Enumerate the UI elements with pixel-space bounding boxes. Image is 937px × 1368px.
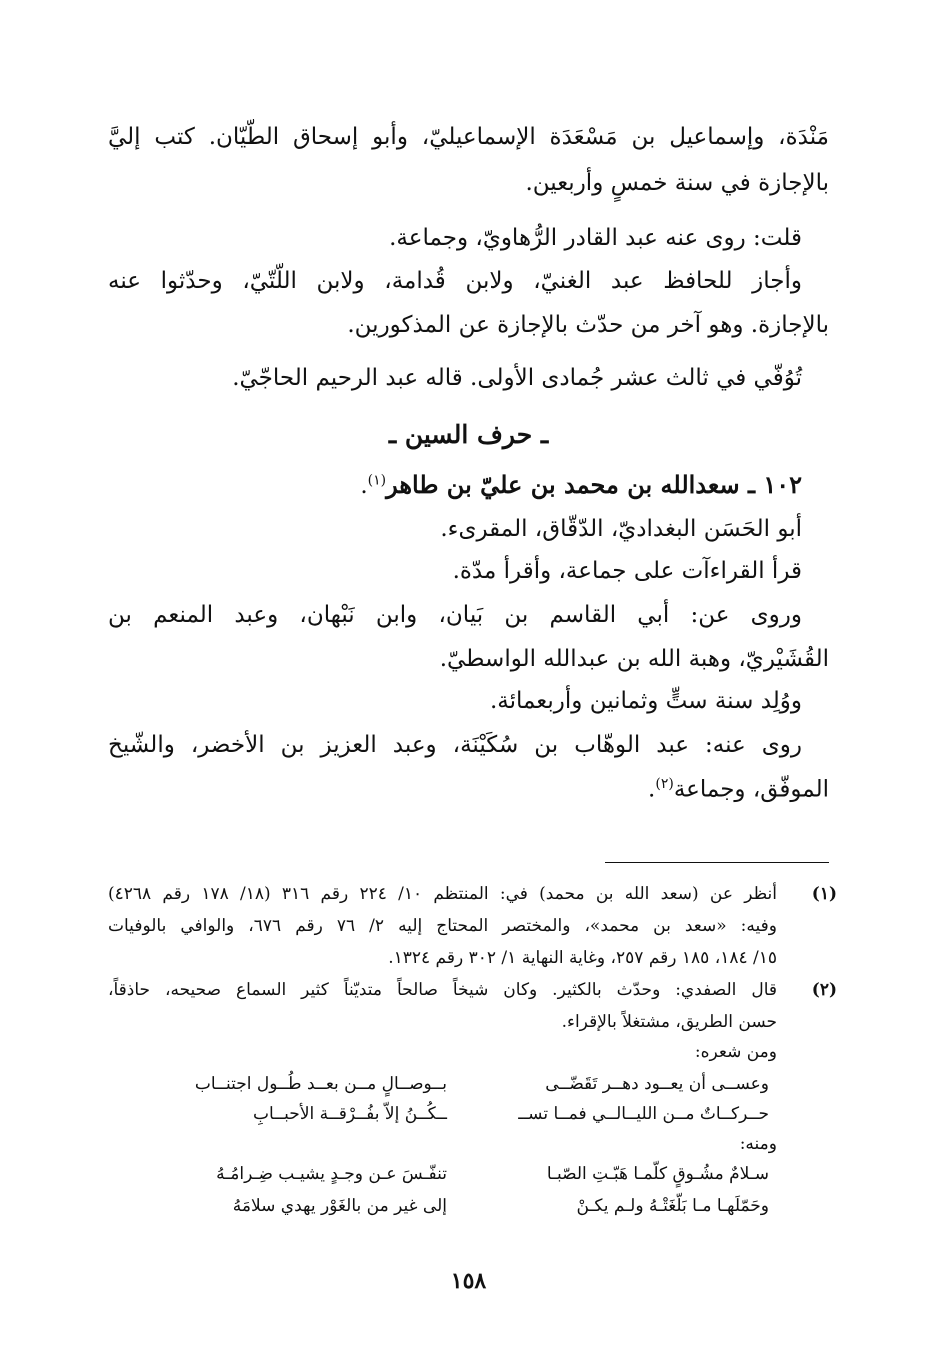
footnote-line: ومنه: (739, 1134, 777, 1154)
footnote-line: ومن شعره: (694, 1042, 777, 1062)
footnote-line: حسن الطريق، مشتغلاً بالإقراء. (561, 1012, 777, 1032)
footnote-line: قال الصفدي: وحدّث بالكثير. وكان شيخاً صالحاً متديّناً كثير السماع صحيحه، حاذقاً، (108, 980, 777, 1000)
body-line: بالإجازة. وهو آخر من حدّث بالإجازة عن المذكورين. (347, 312, 829, 338)
entry-line (108, 776, 829, 803)
verse-hemistich: سـلامٌ مشُـوقٍ كلّمـا هَبّـتِ الصّبـا (546, 1164, 769, 1184)
entry-line: وروى عن: أبي القاسم بن بَيان، وابن نَبْهان، وعبد المنعم بن (108, 602, 802, 628)
body-line: بالإجازة في سنة خمسٍ وأربعين. (525, 170, 829, 196)
footnote-number: (١) (811, 884, 837, 904)
verse-hemistich: وحَمّلَهـا مـا بَلّغَتْـهُ ولـم يكـنْ (576, 1196, 769, 1216)
entry-line-text: الموفّق، وجماعة (673, 776, 829, 803)
footnote-line: وفيه: «سعد بن محمد»، والمختصر المحتاج إليه ٢/ ٧٦ رقم ٦٧٦، والوافي بالوفيات (108, 916, 777, 936)
entry-title-line (108, 470, 802, 499)
entry-title: ١٠٢ ـ سعدالله بن محمد بن عليّ بن طاهر (386, 470, 802, 499)
page-number: ١٥٨ (450, 1268, 487, 1294)
verse-hemistich: بــوصــالٍ مــن بعــد طُــول اجتنــاب (194, 1074, 447, 1094)
entry-line: قرأ القراءآت على جماعة، وأقرأ مدّة. (452, 558, 802, 584)
verse-hemistich: حــركــاتٌ مــن الليــالــي فمــا تســ (518, 1104, 769, 1124)
entry-line: ووُلِد سنة ستٍّ وثمانين وأربعمائة. (489, 688, 802, 714)
footnote-separator (605, 862, 829, 863)
verse-hemistich: ــكُــنُ إلاّ بفُــرْقــة الأحبــابِ (253, 1104, 447, 1124)
entry-line: القُشَيْريّ، وهبة الله بن عبدالله الواسطيّ. (439, 646, 829, 672)
body-line: وأجاز للحافظ عبد الغنيّ، ولابن قُدامة، ولابن اللّتّيّ، وحدّثوا عنه (108, 268, 802, 294)
body-line: مَنْدَة، وإسماعيل بن مَسْعَدَة الإسماعيليّ، وأبو إسحاق الطّيّان. كتب إليَّ (108, 124, 829, 150)
footnote-line: ١٥/ ١٨٤، ١٨٥ رقم ٢٥٧، وغاية النهاية ١/ ٣٠٢ رقم ١٣٢٤. (388, 948, 777, 968)
section-heading: ـ حرف السين ـ (388, 420, 549, 449)
verse-hemistich: إلى غير من بالغَوْر يهدي سلامَهُ (232, 1196, 447, 1216)
footnote-number: (٢) (811, 980, 837, 1000)
verse-hemistich: تنفّـسَ عـن وجـدٍ يشيـب ضِـرامُـهُ (216, 1164, 447, 1184)
body-line: قلت: روى عنه عبد القادر الرُّهاويّ، وجماعة. (389, 225, 802, 251)
footnote-ref: (١) (367, 472, 387, 489)
entry-title-end: . (360, 473, 368, 499)
body-line: تُوُفّي في ثالث عشر جُمادى الأولى. قاله عبد الرحيم الحاجّيّ. (232, 365, 802, 391)
entry-line-end: . (648, 776, 656, 803)
verse-hemistich: وعســى أن يعــود دهــر تَقَضّــى (545, 1074, 769, 1094)
footnote-ref: (٢) (655, 776, 674, 792)
entry-line: أبو الحَسَن البغداديّ، الدّقّاق، المقرىء. (440, 516, 802, 542)
footnote-line: أنظر عن (سعد الله بن محمد) في: المنتظم ١٠/ ٢٢٤ رقم ٣١٦ (١٨/ ١٧٨ رقم ٤٢٦٨) (108, 884, 777, 904)
entry-line: روى عنه: عبد الوهّاب بن سُكَيْنَة، وعبد العزيز بن الأخضر، والشّيخ (108, 732, 802, 758)
